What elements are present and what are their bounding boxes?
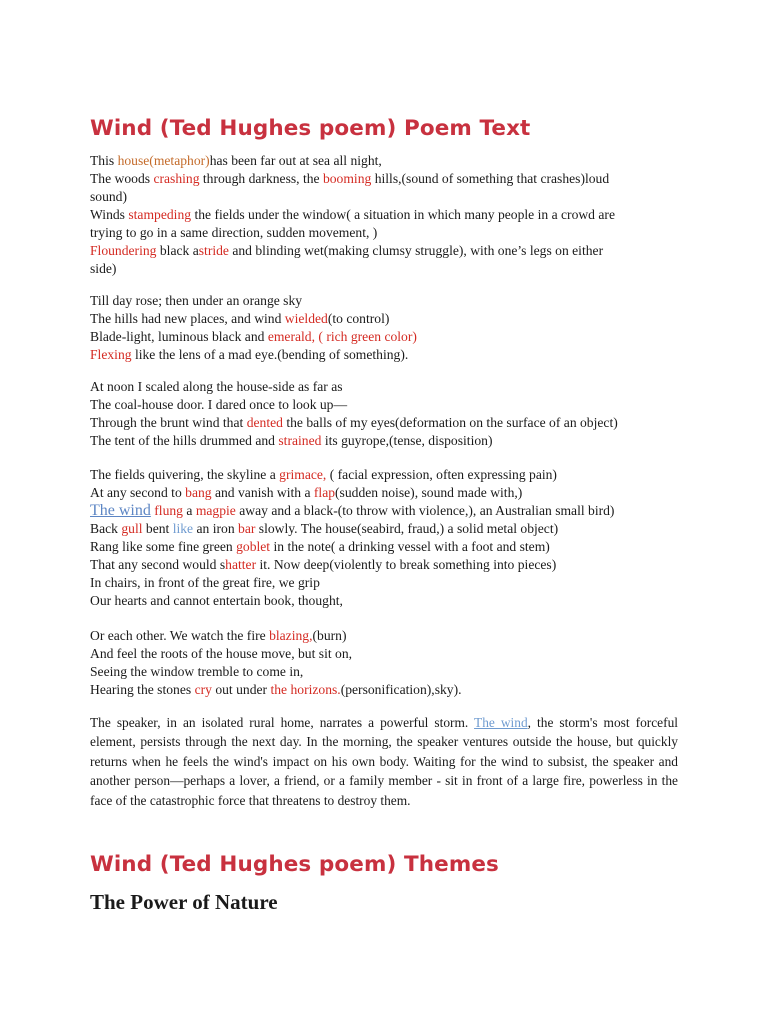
text-run: bent: [142, 521, 173, 536]
text-run: The fields quivering, the skyline a: [90, 467, 280, 482]
text-run: out under: [211, 682, 271, 697]
text-run: in the note( a drinking vessel with a foot and stem): [270, 539, 550, 554]
poem-line: [90, 645, 690, 663]
highlighted-term: Flexing: [90, 347, 132, 362]
text-run: Till day rose; then under an orange sky: [90, 293, 303, 308]
text-run: Seeing the window tremble to come in,: [90, 664, 304, 679]
poem-stanza: [90, 627, 690, 699]
poem-line: [90, 592, 690, 610]
poem-line: [90, 396, 690, 414]
poem-line: [90, 242, 690, 260]
poem-text-heading: [90, 116, 530, 141]
highlighted-term: cry: [194, 682, 212, 697]
text-run: The woods: [90, 171, 154, 186]
theme-subheading: The Power of Nature: [90, 890, 278, 914]
text-run: At noon I scaled along the house-side as far as: [90, 379, 343, 394]
text-run: the fields under the window( a situation in which many people in a crowd are: [191, 207, 615, 222]
text-run: (personification),sky).: [340, 682, 462, 697]
page-title: Wind (Ted Hughes poem) Poem Text: [90, 116, 531, 141]
text-run: , the storm's most forceful element, persists through the next day. In the morning, the speaker ventures outside the house, but quickly returns when he feels the wind's impact on his own body. Waiting for the wind to subsist, the speaker and another person—perhaps a lover, a friend, or a family member - sit in front of a large fire, powerless in the face of the catastrophic force that threatens to destroy them.: [90, 715, 678, 808]
poem-line: [90, 260, 690, 278]
highlighted-term[interactable]: The wind: [474, 715, 528, 730]
stanza-5: [90, 627, 690, 699]
highlighted-term: wielded: [284, 311, 328, 326]
text-run: has been far out at sea all night,: [209, 153, 382, 168]
highlighted-term: hatter: [225, 557, 257, 572]
poem-line: [90, 170, 690, 188]
text-run: an iron: [193, 521, 239, 536]
highlighted-term: house(metaphor): [117, 153, 210, 168]
highlighted-term: the horizons.: [270, 682, 341, 697]
text-run: Back: [90, 521, 122, 536]
highlighted-term: gull: [121, 521, 143, 536]
poem-line: [90, 328, 690, 346]
text-run: (burn): [312, 628, 347, 643]
highlighted-term: crashing: [153, 171, 200, 186]
stanza-2: [90, 292, 690, 364]
summary-paragraph: [90, 713, 678, 810]
highlighted-term: bang: [185, 485, 212, 500]
poem-line: [90, 188, 690, 206]
text-run: Our hearts and cannot entertain book, thought,: [90, 593, 343, 608]
poem-line: [90, 538, 690, 556]
poem-line: [90, 556, 690, 574]
stanza-4: [90, 466, 690, 610]
text-run: The hills had new places, and wind: [90, 311, 285, 326]
stanza-1: [90, 152, 690, 278]
text-run: The tent of the hills drummed and: [90, 433, 279, 448]
poem-line: [90, 681, 690, 699]
text-run: At any second to: [90, 485, 186, 500]
highlighted-term: magpie: [195, 503, 236, 518]
text-run: (to control): [327, 311, 390, 326]
text-run: and vanish with a: [211, 485, 314, 500]
highlighted-term: goblet: [236, 539, 271, 554]
highlighted-term: stride: [198, 243, 229, 258]
poem-line: [90, 292, 690, 310]
poem-line: [90, 152, 690, 170]
poem-line: [90, 520, 690, 538]
highlighted-term[interactable]: like: [172, 521, 194, 536]
text-run: The coal-house door. I dared once to look up—: [90, 397, 348, 412]
poem-line: [90, 414, 690, 432]
poem-line: [90, 378, 690, 396]
text-run: sound): [90, 189, 128, 204]
text-run: That any second would s: [90, 557, 226, 572]
text-run: hills,(sound of something that crashes)loud: [371, 171, 610, 186]
poem-stanza: [90, 378, 690, 450]
highlighted-term[interactable]: The wind: [90, 502, 151, 519]
text-run: In chairs, in front of the great fire, we grip: [90, 575, 320, 590]
highlighted-term: flap: [313, 485, 336, 500]
stanza-3: [90, 378, 690, 450]
poem-line: [90, 502, 690, 520]
text-run: Or each other. We watch the fire: [90, 628, 270, 643]
highlighted-term: flung: [154, 503, 183, 518]
highlighted-term: grimace,: [279, 467, 327, 482]
text-run: (sudden noise), sound made with,): [335, 485, 523, 500]
highlighted-term: blazing,: [269, 628, 313, 643]
poem-line: [90, 663, 690, 681]
text-run: And feel the roots of the house move, but sit on,: [90, 646, 353, 661]
highlighted-term: Floundering: [90, 243, 157, 258]
poem-line: [90, 224, 690, 242]
poem-stanza: [90, 292, 690, 364]
text-run: slowly. The house(seabird, fraud,) a solid metal object): [255, 521, 559, 536]
poem-line: [90, 466, 690, 484]
poem-stanza: [90, 152, 690, 278]
text-run: a: [182, 503, 196, 518]
poem-line: [90, 484, 690, 502]
highlighted-term: stampeding: [128, 207, 192, 222]
text-run: Winds: [90, 207, 129, 222]
highlighted-term: booming: [322, 171, 372, 186]
text-run: Blade-light, luminous black and: [90, 329, 268, 344]
poem-line: [90, 432, 690, 450]
text-run: This: [90, 153, 118, 168]
text-run: ( facial expression, often expressing pain): [326, 467, 557, 482]
poem-stanza: [90, 466, 690, 610]
text-run: away and a black-(to throw with violence,), an Australian small bird): [235, 503, 615, 518]
text-run: Rang like some fine green: [90, 539, 237, 554]
text-run: the balls of my eyes(deformation on the surface of an object): [282, 415, 618, 430]
text-run: The speaker, in an isolated rural home, narrates a powerful storm.: [90, 715, 475, 730]
text-run: Hearing the stones: [90, 682, 195, 697]
poem-line: [90, 310, 690, 328]
themes-heading: Wind (Ted Hughes poem) Themes: [90, 852, 499, 877]
text-run: and blinding wet(making clumsy struggle), with one’s legs on either: [228, 243, 604, 258]
text-run: black a: [156, 243, 199, 258]
poem-line: [90, 627, 690, 645]
highlighted-term: bar: [238, 521, 256, 536]
poem-line: [90, 574, 690, 592]
text-run: its guyrope,(tense, disposition): [321, 433, 493, 448]
text-run: Through the brunt wind that: [90, 415, 247, 430]
text-run: it. Now deep(violently to break something into pieces): [256, 557, 557, 572]
highlighted-term: strained: [278, 433, 322, 448]
highlighted-term: dented: [246, 415, 283, 430]
poem-line: [90, 346, 690, 364]
text-run: side): [90, 261, 117, 276]
highlighted-term: emerald, ( rich green color): [267, 329, 417, 344]
text-run: trying to go in a same direction, sudden movement, ): [90, 225, 378, 240]
text-run: like the lens of a mad eye.(bending of something).: [131, 347, 409, 362]
poem-line: [90, 206, 690, 224]
text-run: through darkness, the: [199, 171, 323, 186]
